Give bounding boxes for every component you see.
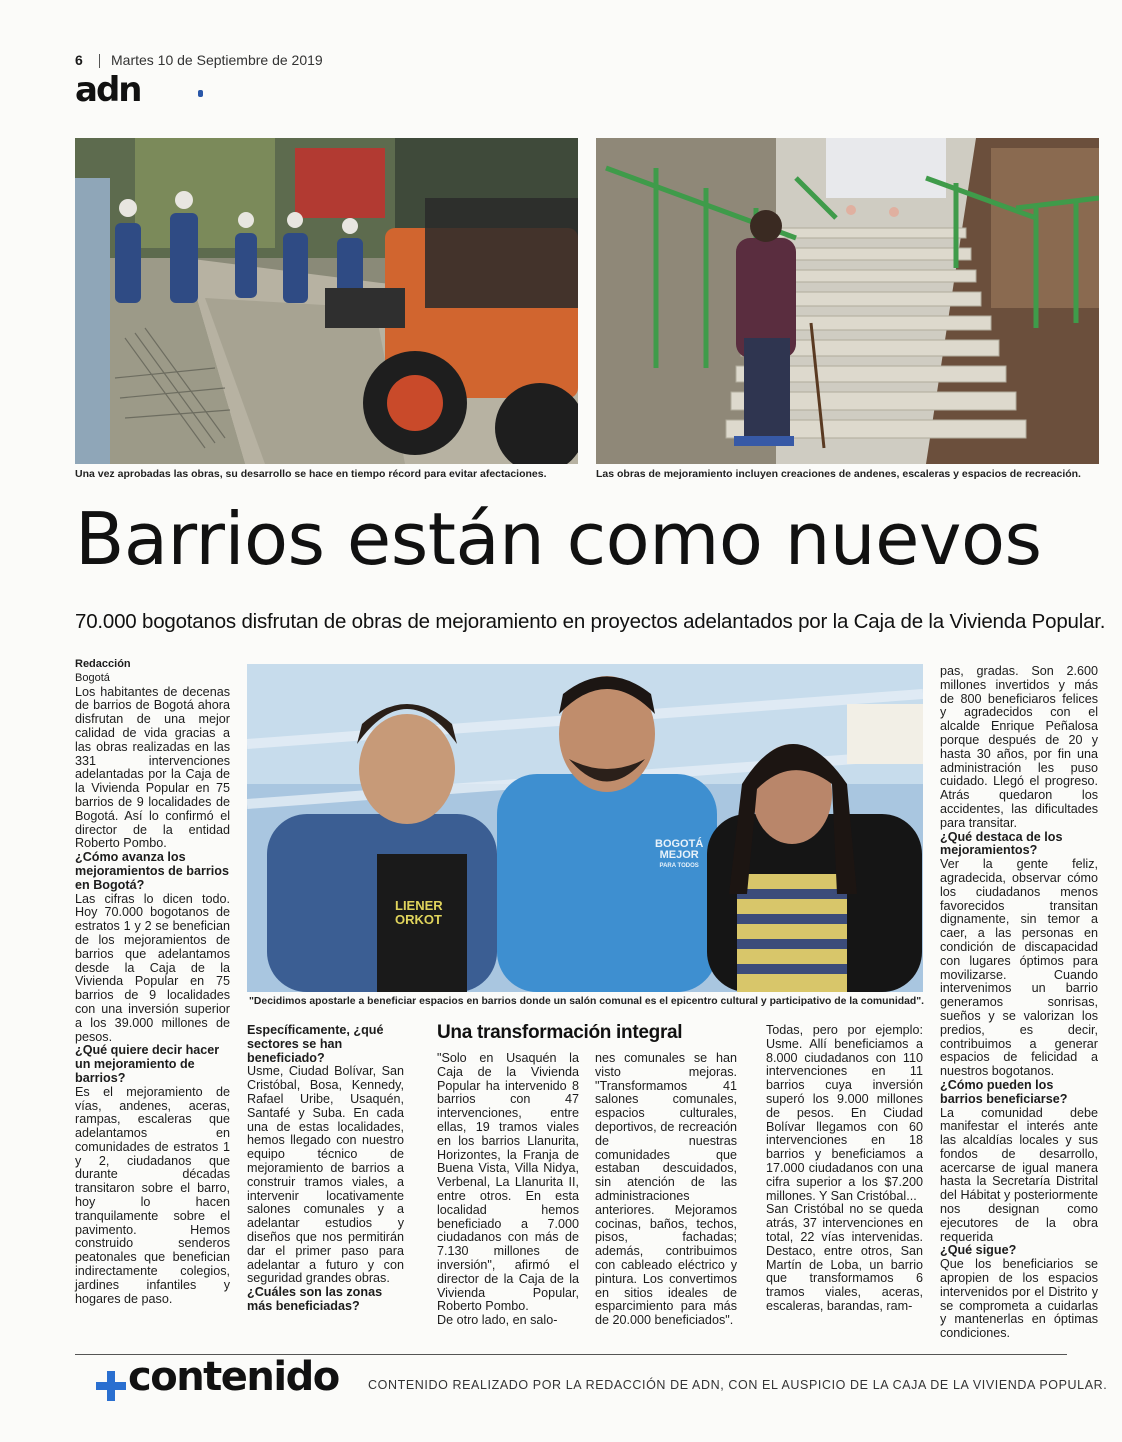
page-header bbox=[75, 52, 1095, 112]
interview-question: ¿Cómo pueden los barrios beneficiarse? bbox=[940, 1077, 1068, 1106]
plus-icon bbox=[96, 1371, 126, 1401]
tshirt-print: LIENER ORKOT bbox=[395, 898, 443, 927]
byline: Redacción bbox=[75, 658, 131, 670]
interview-answer: Las cifras lo dicen todo. Hoy 70.000 bogotanos de estratos 1 y 2 se benefician de los mejoramientos de barrios que adelantamos desde la Caja de la Vivienda Popular en 75 barrios de 9 localidades con una inversión superior a los 39.000 millones de pesos. bbox=[75, 891, 230, 1044]
interview-answer: La comunidad debe manifestar el interés ante las alcaldías locales y sus fondos de desarrollo, acercarse de igual manera hasta la Secretaría Distrital del Hábitat y posteriormente nos designan como ejecutores de la obra requerida bbox=[940, 1105, 1098, 1244]
interview-answer: Ver la gente feliz, agradecida, observar cómo los ciudadanos menos favorecidos transitan dignamente, sin temor a caer, a las personas en condición de discapacidad con lugares óptimos para movilizarse. Cuando intervenimos un barrio generamos sonrisas, sueños y se valorizan los predios, es decir, contribuimos a generar espacios de felicidad a nuestros bogotanos. bbox=[940, 857, 1098, 1079]
caption-main-portrait: "Decidimos apostarle a beneficiar espacios en barrios donde un salón comunal es el epicentro cultural y participativo de la comunidad". bbox=[249, 996, 925, 1007]
article-column-5 bbox=[766, 1024, 923, 1314]
photo-stairs bbox=[596, 138, 1099, 464]
shirt-print: BOGOTÁ MEJOR PARA TODOS bbox=[655, 838, 704, 869]
issue-date: Martes 10 de Septiembre de 2019 bbox=[111, 52, 323, 68]
article-paragraph: De otro lado, en salo- bbox=[437, 1313, 558, 1328]
subheadline: 70.000 bogotanos disfrutan de obras de mejoramiento en proyectos adelantados por la Caja de la Vivienda Popular. bbox=[75, 610, 1106, 633]
article-paragraph: Los habitantes de decenas de barrios de Bogotá ahora disfrutan de una mejor calidad de vida gracias a las obras realizadas en las 331 intervenciones adelantadas por la Caja de la Vivienda Popular en 75 barrios de 9 localidades de Bogotá. Así lo confirmó el director de la entidad Roberto Pombo. bbox=[75, 684, 230, 851]
interview-question: ¿Cómo avanza los mejoramientos de barrios en Bogotá? bbox=[75, 850, 229, 892]
page-number: 6 bbox=[75, 52, 83, 68]
photo-main-portrait bbox=[247, 664, 923, 992]
article-paragraph: San Cristóbal no se queda atrás, 37 intervenciones en total, 22 vías intervenidas. Destaco, entre otros, San Martín de Loba, un barrio que transformamos 6 tramos viales, aceras, escaleras, barandas, ram- bbox=[766, 1202, 923, 1313]
caption-construction: Una vez aprobadas las obras, su desarrollo se hace en tiempo récord para evitar afectaciones. bbox=[75, 468, 547, 480]
sponsor-note: CONTENIDO REALIZADO POR LA REDACCIÓN DE ADN, CON EL AUSPICIO DE LA CAJA DE LA VIVIENDA POPULAR. bbox=[368, 1378, 1108, 1392]
interview-question: ¿Qué destaca de los mejoramientos? bbox=[940, 829, 1063, 858]
contenido-brand: contenido bbox=[128, 1354, 339, 1400]
article-column-3 bbox=[437, 1052, 579, 1328]
interview-answer: Que los beneficiarios se apropien de los espacios intervenidos por el Distrito y se comprometa a cuidarlas y mantenerlas en óptimas condiciones. bbox=[940, 1257, 1098, 1341]
interview-answer: Es el mejoramiento de vías, andenes, aceras, rampas, escaleras que adelantamos en comunidades de estratos 1 y 2, ciudadanos que durante décadas transitaron sobre el barro, hoy lo hacen tranquilamente sobre el pavimento. Hemos construido senderos peatonales que benefician indirectamente colegios, jardines infantiles y hogares de paso. bbox=[75, 1084, 230, 1306]
article-paragraph: pas, gradas. Son 2.600 millones invertidos y más de 800 beneficiaros felices y agradecidos con el alcalde Enrique Peñalosa porque después de 20 y hasta 30 años, por fin una administración les puso cuidado. Llegó el progreso. Atrás quedaron los accidentes, las dificultades para transitar. bbox=[940, 664, 1098, 830]
photo-construction bbox=[75, 138, 578, 464]
caption-stairs: Las obras de mejoramiento incluyen creaciones de andenes, escaleras y espacios de recreación. bbox=[596, 468, 1081, 480]
interview-question: Específicamente, ¿qué sectores se han beneficiado? bbox=[247, 1023, 384, 1065]
interview-question: ¿Cuáles son las zonas más beneficiadas? bbox=[247, 1285, 383, 1313]
interview-question: ¿Qué sigue? bbox=[940, 1243, 1017, 1258]
article-column-1 bbox=[75, 658, 230, 1306]
logo-accent-mark bbox=[198, 90, 203, 97]
headline: Barrios están como nuevos bbox=[75, 497, 1042, 581]
article-column-2 bbox=[247, 1024, 404, 1314]
article-column-4 bbox=[595, 1052, 737, 1328]
section-title: Una transformación integral bbox=[437, 1022, 683, 1043]
adn-logo: adn bbox=[75, 70, 141, 110]
article-paragraph: "Solo en Usaquén la Caja de la Vivienda Popular ha intervenido 8 barrios con 47 intervenciones, entre ellas, 19 tramos viales en los barrios Llanurita, Horizontes, la Franja de Buena Vista, Villa Nidya, Verbenal, La Llanurita II, entre otros. En esta localidad hemos beneficiado a 7.000 ciudadanos con más de 7.130 millones de inversión", afirmó el director de la Caja de la Vivienda Popular, Roberto Pombo. bbox=[437, 1051, 579, 1314]
date-separator bbox=[99, 54, 100, 68]
article-paragraph: nes comunales se han visto mejoras. "Transformamos 41 salones comunales, espacios culturales, deportivos, de recreación de nuestras comunidades que estaban descuidados, sin atención de las administraciones anteriores. Mejoramos cocinas, baños, techos, pisos, fachadas; además, contribuimos con cableado eléctrico y pintura. Los convertimos en sitios ideales de esparcimiento para más de 20.000 beneficiados". bbox=[595, 1051, 737, 1328]
interview-answer: Usme, Ciudad Bolívar, San Cristóbal, Bosa, Kennedy, Rafael Uribe, Usaquén, Santafé y Suba. En cada una de estas localidades, hemos llegado con nuestro equipo técnico de mejoramiento de barrios a construir tramos viales, a intervenir locativamente salones comunales y a adelantar estudios y diseños que nos permitirán dar el primer paso para adelantar a futuro y con seguridad grandes obras. bbox=[247, 1064, 404, 1286]
interview-question: ¿Qué quiere decir hacer un mejoramiento de barrios? bbox=[75, 1043, 220, 1085]
article-column-6 bbox=[940, 665, 1098, 1341]
byline-city: Bogotá bbox=[75, 671, 110, 684]
article-paragraph: Todas, pero por ejemplo: Usme. Allí beneficiamos a 8.000 ciudadanos con 110 intervenciones en 11 barrios cuya inversión superó los 9.000 millones de pesos. En Ciudad Bolívar llegamos con 60 intervenciones en 18 barrios y beneficiamos a 17.000 ciudadanos con una cifra superior a los $7.200 millones. Y San Cristóbal... bbox=[766, 1023, 923, 1203]
